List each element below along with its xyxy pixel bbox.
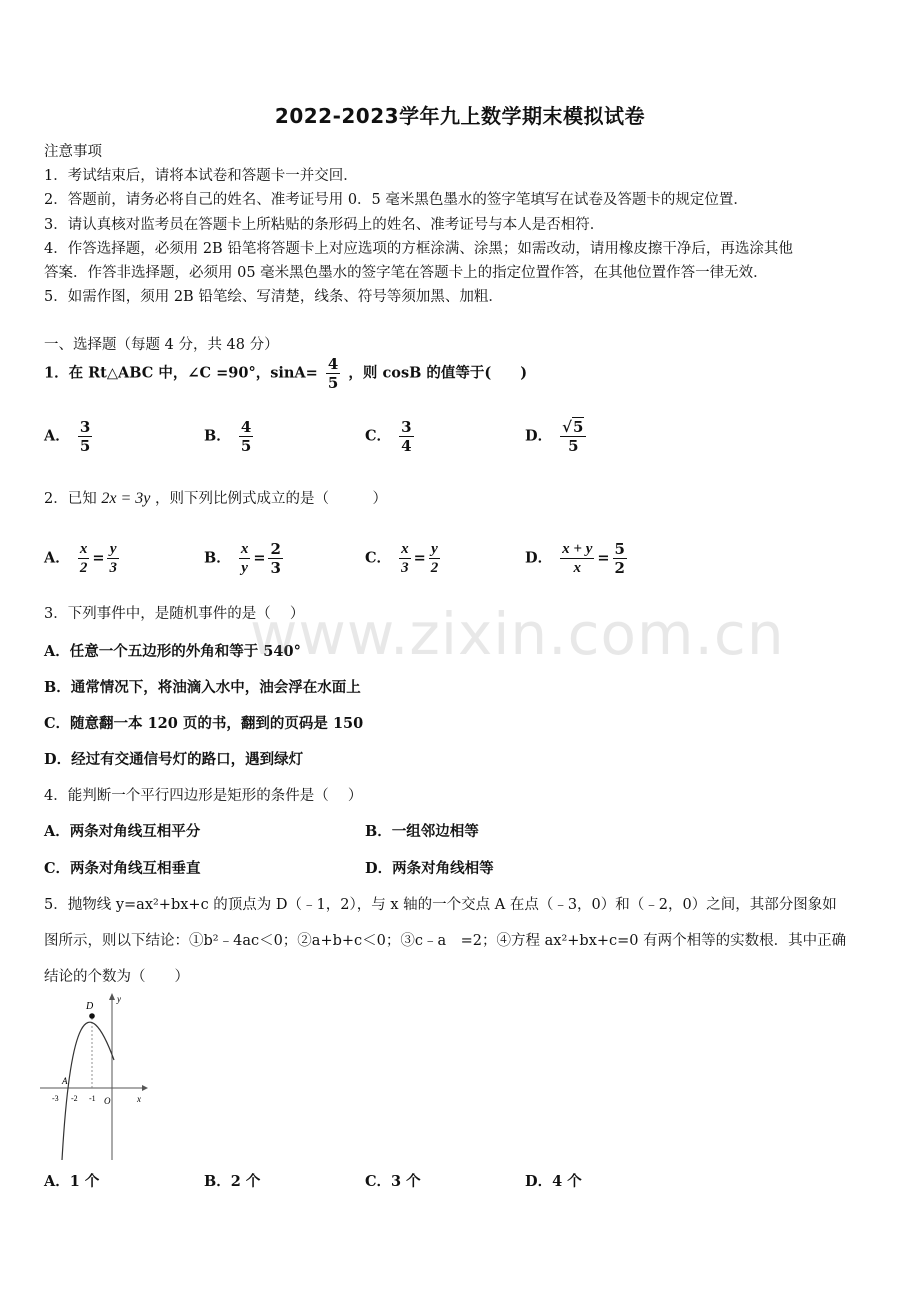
watermark: www.zixin.com.cn [250, 600, 785, 668]
label-origin: O [104, 1096, 111, 1106]
tick-label: -3 [52, 1094, 59, 1103]
q5-option-c: C．3 个 [365, 1173, 421, 1190]
q3-option-c: C．随意翻一本 120 页的书，翻到的页码是 150 [44, 715, 364, 732]
question-4: 4．能判断一个平行四边形是矩形的条件是（ ） [44, 788, 363, 804]
q1-stem-pre: 1．在 Rt△ABC 中，∠C =90°，sinA= [44, 364, 318, 382]
q3-option-d: D．经过有交通信号灯的路口，遇到绿灯 [44, 751, 304, 768]
label-d: D [86, 1001, 94, 1012]
y-axis-arrow [109, 993, 115, 1000]
q4-option-d: D．两条对角线相等 [365, 860, 494, 877]
note-item: 5．如需作图，须用 2B 铅笔绘、写清楚，线条、符号等须加黑、加粗． [44, 289, 503, 305]
q5-option-a: A．1 个 [44, 1173, 100, 1190]
q1-option-d: D． $\frac{√5}{5}$ [525, 418, 589, 455]
q3-option-b: B．通常情况下，将油滴入水中，油会浮在水面上 [44, 679, 361, 696]
label-y: y [117, 994, 121, 1004]
notes-heading: 注意事项 [44, 144, 102, 160]
tick-label: -2 [71, 1094, 78, 1103]
note-item: 3．请认真核对监考员在答题卡上所粘贴的条形码上的姓名、准考证号与本人是否相符． [44, 217, 605, 233]
question-5-line-2: 图所示，则以下结论：①b²﹣4ac＜0；②a+b+c＜0；③c﹣a =2；④方程 ax²+bx+c=0 有两个相等的实数根．其中正确 [44, 933, 847, 949]
q4-option-b: B．一组邻边相等 [365, 823, 479, 840]
q2-option-c: C． $\frac{x}{3}$ = $\frac{y}{2}$ [365, 541, 439, 576]
q3-option-a: A．任意一个五边形的外角和等于 540° [44, 643, 301, 660]
question-1 [44, 355, 527, 392]
question-5-line-1: 5．抛物线 y=ax²+bx+c 的顶点为 D（﹣1，2），与 x 轴的一个交点 A 在点（﹣3，0）和（﹣2，0）之间，其部分图象如 [44, 897, 837, 913]
vertex-point [89, 1013, 95, 1019]
q1-option-b: B． $\frac{4}{5}$ [204, 418, 252, 455]
q2-option-d: D． $\frac{x + y}{x}$ = $\frac{5}{2}$ [525, 540, 625, 577]
q2-option-a: A． $\frac{x}{2}$ = $\frac{y}{3}$ [44, 541, 117, 576]
q1-option-a: A． $\frac{3}{5}$ [44, 418, 91, 455]
x-axis-arrow [142, 1085, 148, 1091]
q4-option-c: C．两条对角线互相垂直 [44, 860, 201, 877]
q1-fraction: $\frac{4}{5}$ [327, 355, 339, 392]
tick-label: -1 [89, 1094, 96, 1103]
question-5-line-3: 结论的个数为（ ） [44, 969, 189, 985]
q1-option-c: C． $\frac{3}{4}$ [365, 418, 412, 455]
q5-option-d: D．4 个 [525, 1173, 582, 1190]
q5-option-b: B．2 个 [204, 1173, 261, 1190]
page-title: 2022-2023学年九上数学期末模拟试卷 [274, 104, 646, 128]
note-item: 4．作答选择题，必须用 2B 铅笔将答题卡上对应选项的方框涂满、涂黑；如需改动，请用橡皮擦干净后，再选涂其他 [44, 241, 793, 257]
note-item: 2．答题前，请务必将自己的姓名、准考证号用 0．5 毫米黑色墨水的签字笔填写在试卷及答题卡的规定位置． [44, 192, 748, 208]
label-a: A [62, 1076, 68, 1086]
q2-option-b: B． $\frac{x}{y}$ = $\frac{2}{3}$ [204, 540, 281, 577]
q1-stem-post: ，则 cosB 的值等于( ) [348, 364, 528, 382]
q4-option-a: A．两条对角线互相平分 [44, 823, 201, 840]
question-3: 3．下列事件中，是随机事件的是（ ） [44, 606, 305, 622]
label-x: x [137, 1094, 141, 1104]
section-heading: 一、选择题（每题 4 分，共 48 分） [44, 337, 279, 353]
note-item: 1．考试结束后，请将本试卷和答题卡一并交回． [44, 168, 358, 184]
parabola-graph [40, 990, 150, 1165]
question-2: 2．已知 2x = 3y ，则下列比例式成立的是（ ） [44, 490, 387, 507]
parabola-curve [62, 1022, 114, 1160]
q2-equation: 2x = 3y [101, 490, 151, 507]
note-item: 答案．作答非选择题，必须用 05 毫米黑色墨水的签字笔在答题卡上的指定位置作答，在其他位置作答一律无效． [44, 265, 768, 281]
